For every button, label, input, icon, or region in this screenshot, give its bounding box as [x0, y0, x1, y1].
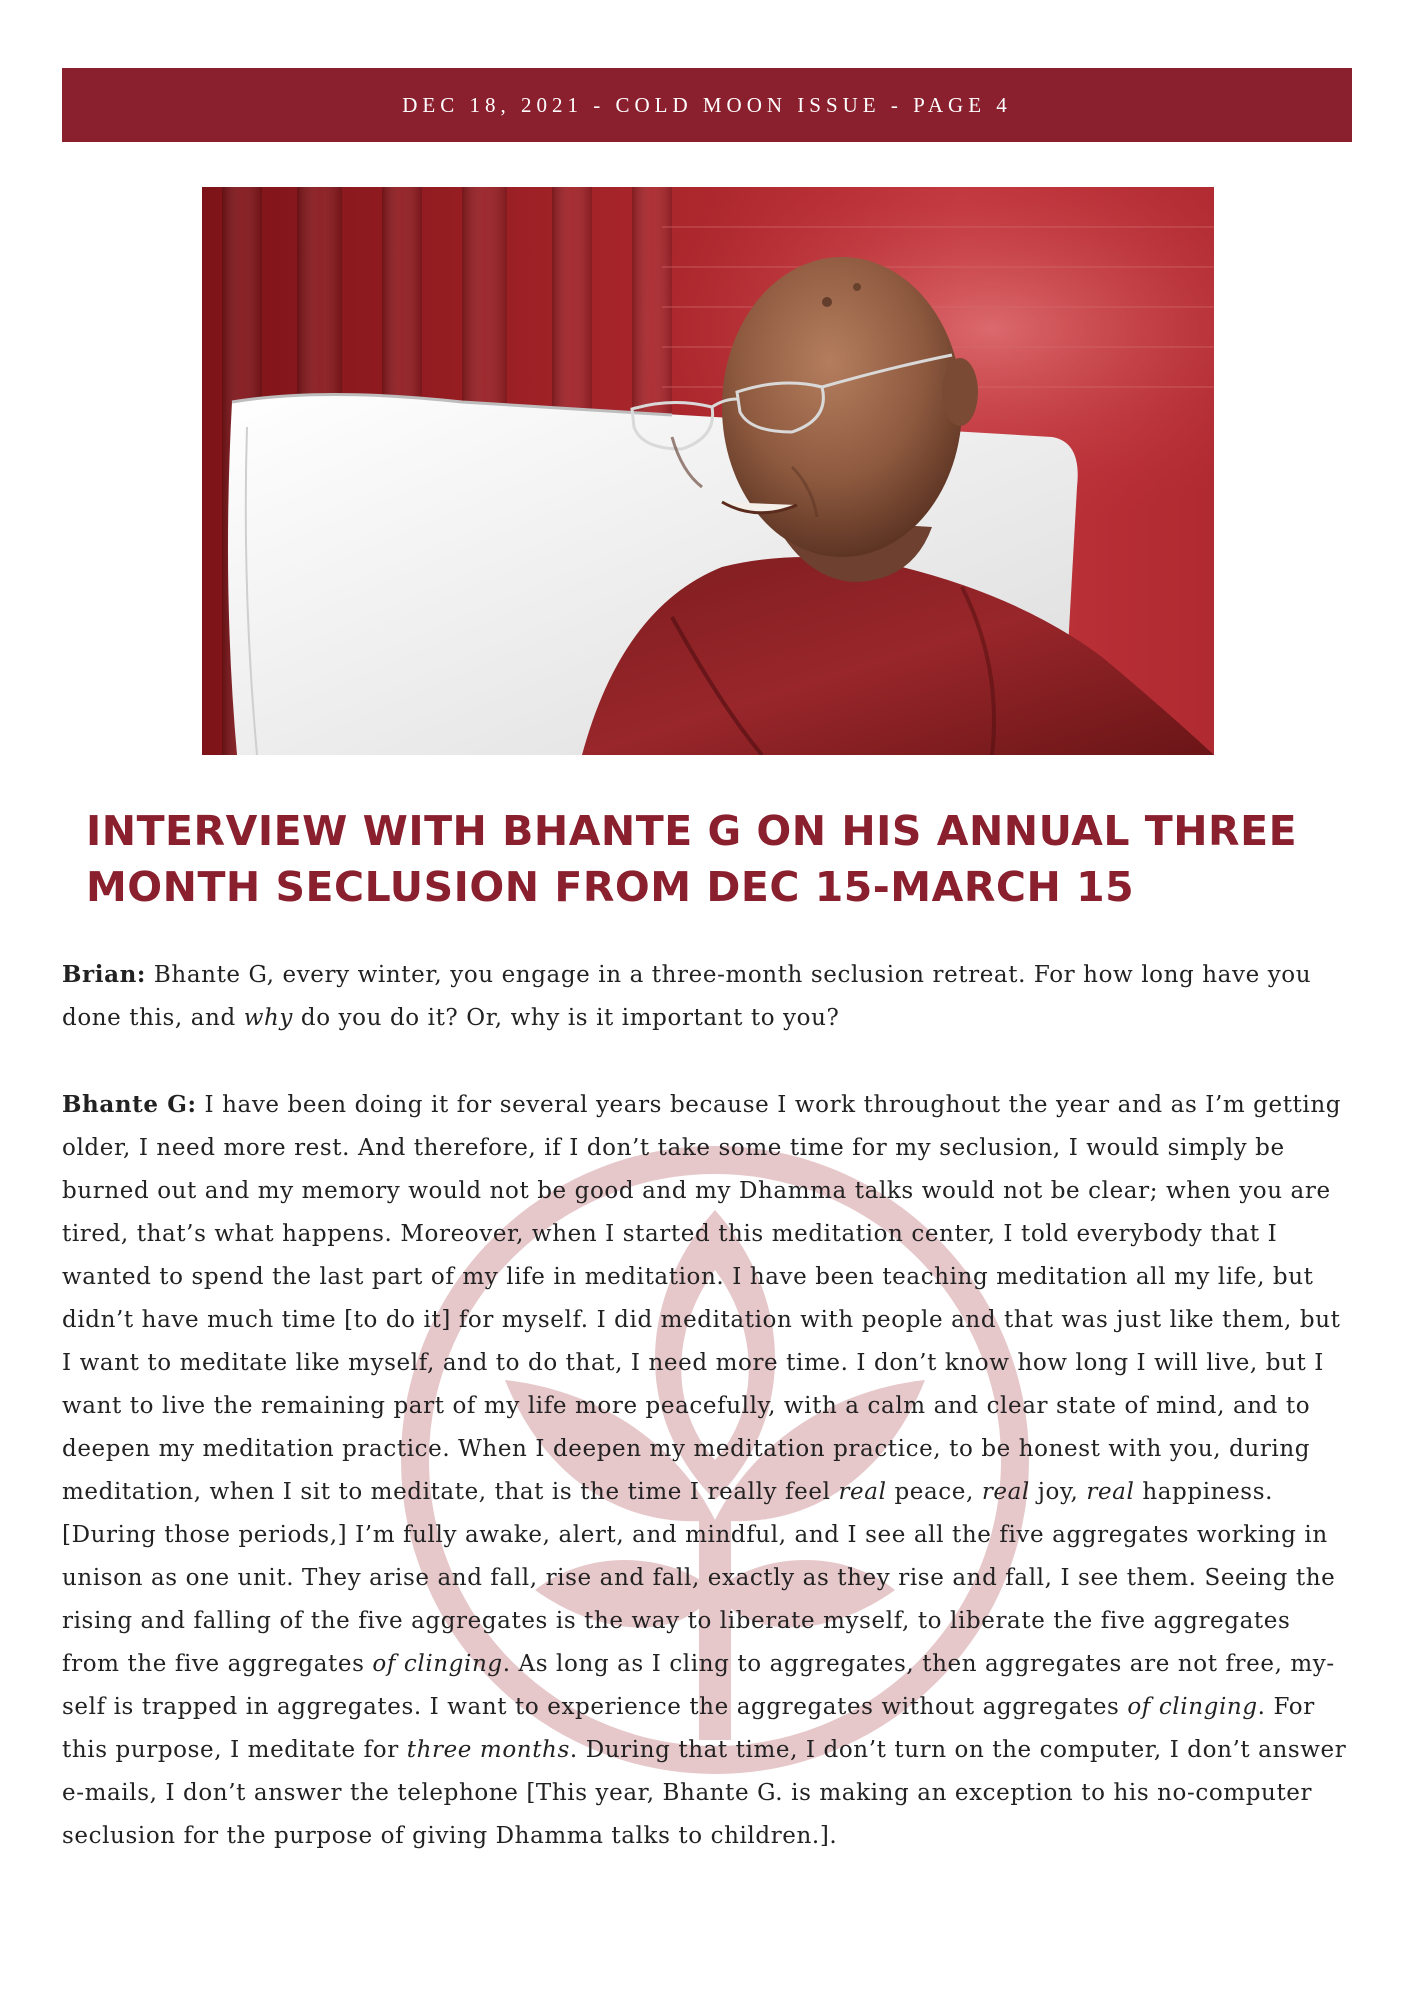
article-body [62, 953, 1354, 1901]
answer-emphasis: three months [406, 1737, 570, 1763]
answer-emphasis: of clinging [372, 1651, 503, 1677]
answer-emphasis: real [981, 1479, 1030, 1505]
article-title-line-2: MONTH SECLUSION FROM DEC 15-MARCH 15 [86, 863, 1135, 911]
question-text: do you do it? Or, why is it important to you? [293, 1005, 840, 1031]
answer-text: I have been doing it for several years because I work throughout the year and as I’m getting older, I need more rest. And therefore, if I don’t take some time for my seclusion, I would simply be burned out and my memory would not be good and my Dhamma talks would not be clear; when you are tired, that’s what happens. Moreover, when I started this meditation center, I told everybody that I wanted to spend the last part of my life in meditation. I have been teaching meditation all my life, but didn’t have much time [to do it] for myself. I did meditation with people and that was just like them, but I want to meditate like myself, and to do that, I need more time. I don’t know how long I will live, but I want to live the remaining part of my life more peacefully, with a calm and clear state of mind, and to deepen my meditation practice. When I deepen my meditation practice, to be honest with you, during meditation, when I sit to meditate, that is the time I really feel [62, 1092, 1342, 1505]
answer-text: peace, [886, 1479, 982, 1505]
portrait-photo [202, 187, 1214, 755]
answer-emphasis: real [1086, 1479, 1135, 1505]
speaker-brian: Brian: [62, 961, 147, 988]
speaker-bhante-g: Bhante G: [62, 1091, 197, 1118]
answer-text: . During that time, I don’t turn on the computer, I don’t answer e-mails, I don’t answer the telephone [This year, Bhante G. is making an exception to his no-computer seclusion for the purpose of giving Dhamma talks to children.]. [62, 1737, 1347, 1849]
interview-question [62, 953, 1354, 1040]
answer-emphasis: real [838, 1479, 887, 1505]
question-text: Bhante G, every winter, you engage in a three-month seclusion retreat. For how long have you done this, and [62, 962, 1312, 1031]
answer-text: joy, [1029, 1479, 1087, 1505]
article-title [86, 803, 1336, 915]
interview-answer [62, 1083, 1354, 1858]
question-emphasis: why [243, 1005, 293, 1031]
answer-text: . As long as I cling to aggregates, then aggregates are not free, my-self is trapped in aggregates. I want to experience the aggregates without aggregates [62, 1651, 1335, 1720]
answer-text: . For this purpose, I meditate for [62, 1694, 1315, 1763]
article-title-line-1: INTERVIEW WITH BHANTE G ON HIS ANNUAL THREE [86, 807, 1298, 855]
issue-header-bar [62, 68, 1352, 142]
answer-text: happiness. [During those periods,] I’m fully awake, alert, and mindful, and I see all the five aggregates working in unison as one unit. They arise and fall, rise and fall, exactly as they rise and fall, I see them. Seeing the rising and falling of the five aggregates is the way to liberate myself, to liberate the five aggregates from the five aggregates [62, 1479, 1336, 1677]
issue-header-text: DEC 18, 2021 - COLD MOON ISSUE - PAGE 4 [402, 92, 1012, 117]
answer-emphasis: of clinging [1127, 1694, 1258, 1720]
